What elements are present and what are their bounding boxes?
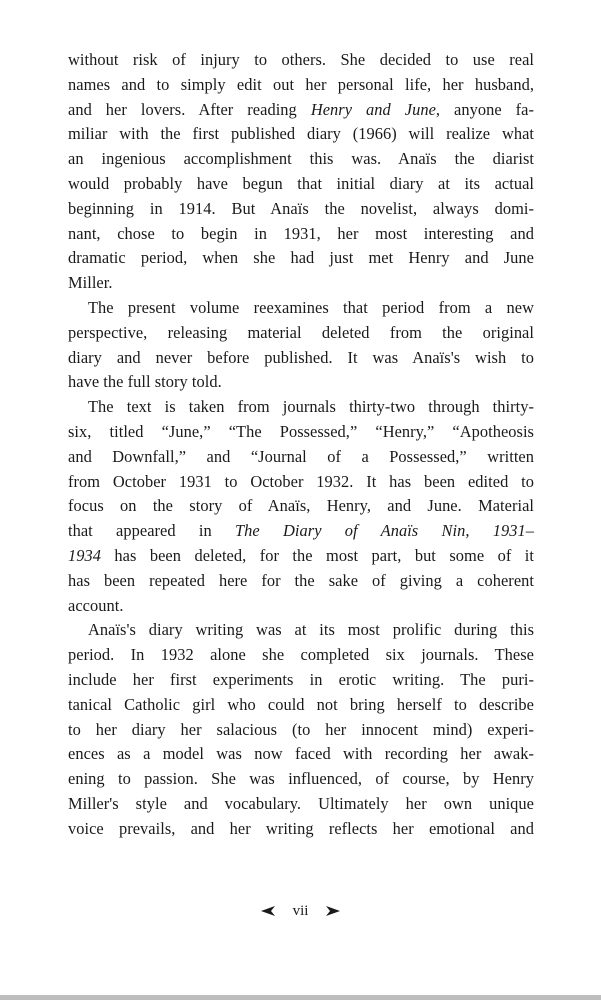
text-line: miliar with the first published diary (1966) will realize what [68, 124, 534, 144]
text-run: that appeared in [68, 521, 236, 541]
text-line: diary and never before published. It was Anaïs's wish to [68, 347, 534, 367]
text-line: and Downfall,” and “Journal of a Possessed,” written [68, 446, 534, 466]
book-title: Henry and June [310, 99, 436, 119]
text-line: nant, chose to begin in 1931, her most interesting and [68, 223, 534, 243]
text-line: focus on the story of Anaïs, Henry, and June. Material [68, 496, 534, 516]
text-line: account. [68, 595, 124, 615]
text-line: include her first experiments in erotic writing. The puri- [68, 669, 534, 689]
text-line: an ingenious accomplishment this was. Anaïs the diarist [68, 149, 534, 169]
paragraph-start: Anaïs's diary writing was at its most prolific during this [88, 620, 534, 640]
text-line: perspective, releasing material deleted from the original [68, 322, 534, 342]
text-line: have the full story told. [68, 372, 222, 392]
paragraph-start: The text is taken from journals thirty-two through thirty- [88, 397, 534, 417]
text-line: Miller's style and vocabulary. Ultimately her own unique [68, 793, 534, 813]
text-line: dramatic period, when she had just met Henry and June [68, 248, 534, 268]
text-line: has been repeated here for the sake of giving a coherent [68, 570, 534, 590]
text-line: ences as a model was now faced with recording her awak- [68, 744, 534, 764]
bottom-divider [0, 995, 601, 1000]
text-line [68, 519, 534, 544]
right-arrowhead-icon[interactable] [326, 906, 340, 916]
paragraph-start: The present volume reexamines that period from a new [88, 297, 534, 317]
text-line: from October 1931 to October 1932. It has been edited to [68, 471, 534, 491]
text-line: tanical Catholic girl who could not bring herself to describe [68, 694, 534, 714]
text-line [68, 98, 534, 123]
text-run: has been deleted, for the most part, but some of it [100, 545, 534, 565]
text-line: Miller. [68, 273, 113, 293]
text-line: six, titled “June,” “The Possessed,” “Henry,” “Apotheosis [68, 421, 534, 441]
page-number-footer [0, 899, 601, 921]
left-arrowhead-icon[interactable] [261, 906, 275, 916]
text-line: period. In 1932 alone she completed six journals. These [68, 645, 534, 665]
text-line [68, 544, 534, 569]
text-run: , anyone fa- [435, 99, 535, 119]
text-line: would probably have begun that initial diary at its actual [68, 173, 534, 193]
page-number: vii [292, 902, 309, 919]
text-line: without risk of injury to others. She decided to use real [68, 50, 534, 69]
text-run: and her lovers. After reading [68, 99, 311, 119]
text-line: to her diary her salacious (to her innocent mind) experi- [68, 719, 534, 739]
book-title: The Diary of Anaïs Nin, 1931– [235, 521, 534, 541]
text-line: voice prevails, and her writing reflects her emotional and [68, 818, 534, 838]
text-line: names and to simply edit out her personal life, her husband, [68, 74, 534, 94]
text-line: beginning in 1914. But Anaïs the novelist, always domi- [68, 198, 534, 218]
book-title: 1934 [68, 545, 101, 565]
text-line: ening to passion. She was influenced, of course, by Henry [68, 769, 534, 789]
body-text [68, 48, 534, 842]
